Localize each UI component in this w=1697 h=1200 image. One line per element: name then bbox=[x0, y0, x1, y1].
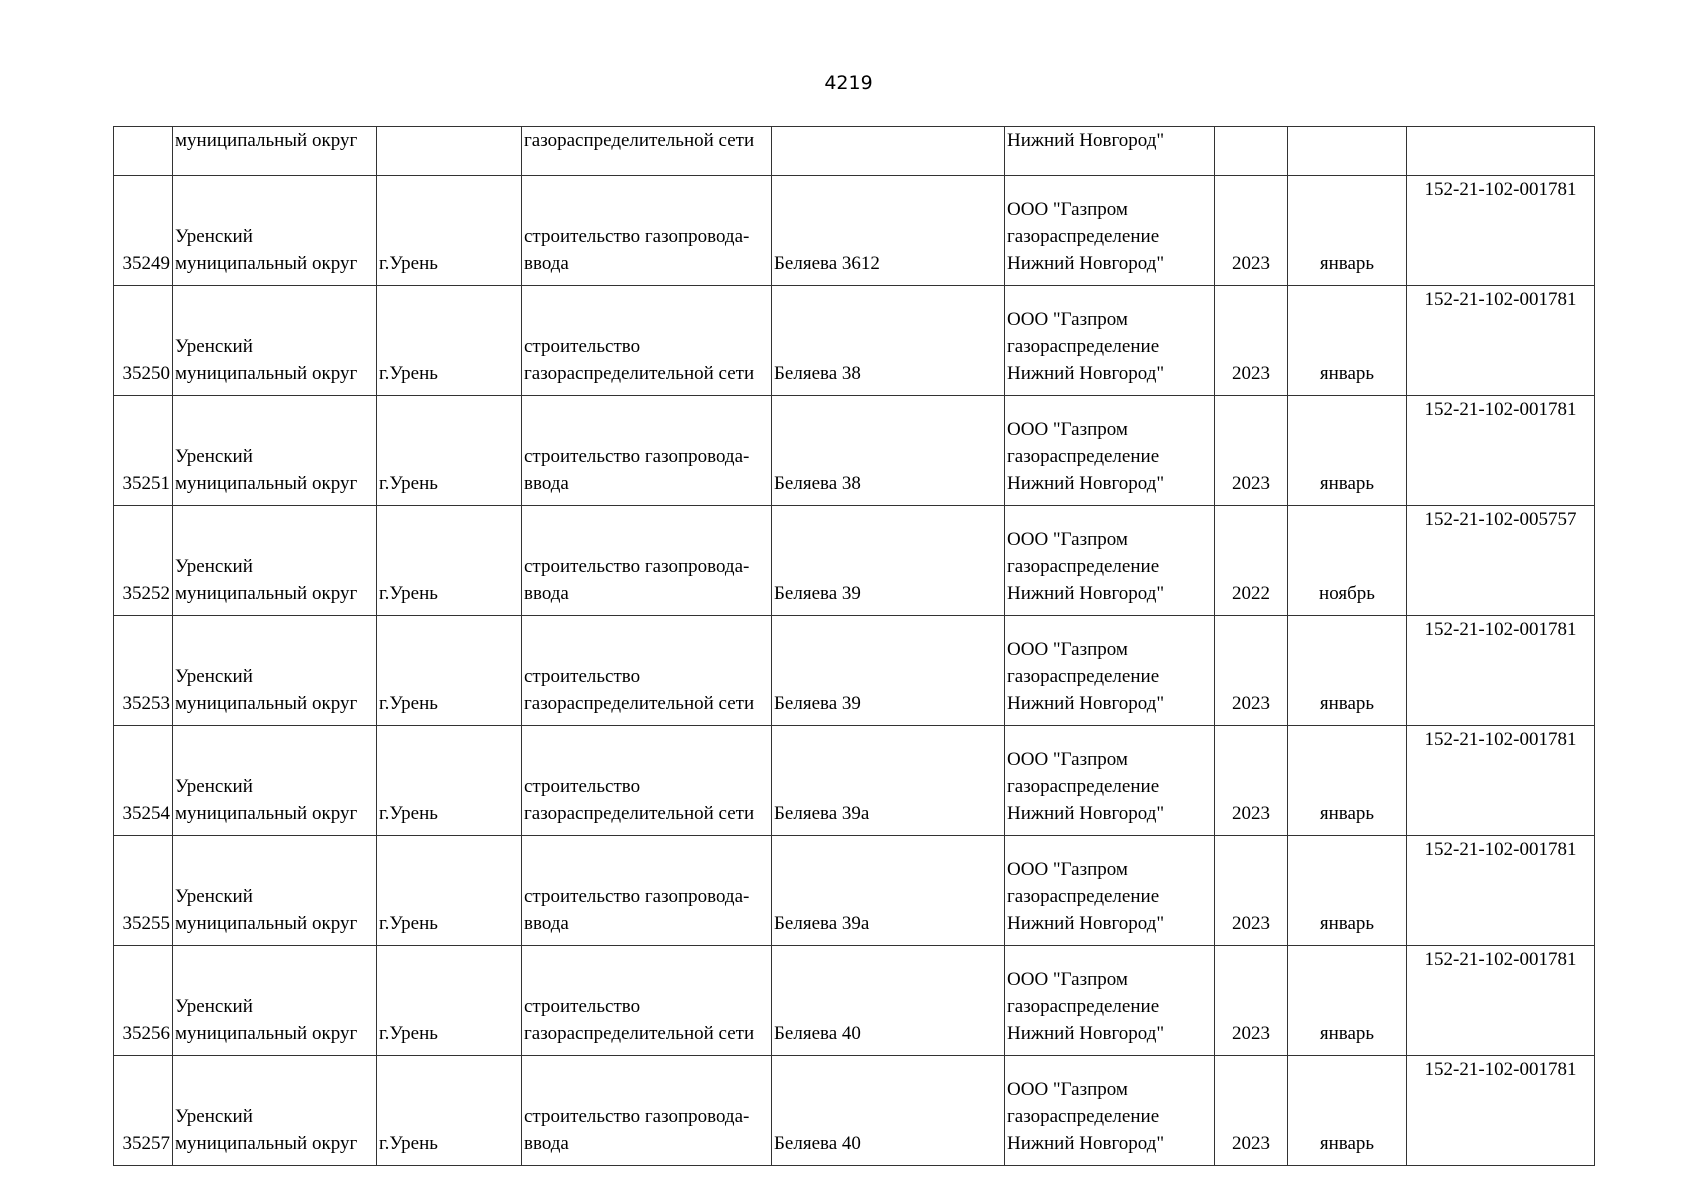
table-row bbox=[114, 836, 1595, 946]
cell-district: муниципальный округ bbox=[173, 127, 377, 176]
cell-operator-line: газораспределение bbox=[1007, 776, 1160, 797]
table-row bbox=[114, 176, 1595, 286]
table-row bbox=[114, 286, 1595, 396]
cell-operator-line: газораспределение bbox=[1007, 1106, 1160, 1127]
cell-work-type-line: газораспределительной сети bbox=[524, 363, 755, 384]
cell-operator-line: ООО "Газпром bbox=[1007, 969, 1128, 990]
cell-address: Беляева 39 bbox=[772, 616, 1005, 726]
continuation-row bbox=[114, 127, 1595, 176]
cell-operator bbox=[1005, 286, 1215, 396]
table-row bbox=[114, 396, 1595, 506]
cell-year: 2023 bbox=[1215, 726, 1288, 836]
cell-month: январь bbox=[1288, 616, 1407, 726]
cell-operator-line: ООО "Газпром bbox=[1007, 309, 1128, 330]
cell-operator-line: ООО "Газпром bbox=[1007, 199, 1128, 220]
cell-operator-line: газораспределение bbox=[1007, 996, 1160, 1017]
cell-operator bbox=[1005, 946, 1215, 1056]
cell-operator-line: Нижний Новгород" bbox=[1007, 803, 1165, 824]
cell-month: ноябрь bbox=[1288, 506, 1407, 616]
cell-district-line: муниципальный округ bbox=[175, 583, 358, 604]
cell-year: 2023 bbox=[1215, 946, 1288, 1056]
cell-district-line: муниципальный округ bbox=[175, 1023, 358, 1044]
cell-district bbox=[173, 1056, 377, 1166]
cell-city: г.Урень bbox=[377, 616, 522, 726]
cell-district bbox=[173, 946, 377, 1056]
cell-work-type-line: ввода bbox=[524, 583, 569, 604]
cell-year: 2023 bbox=[1215, 286, 1288, 396]
cell-work-type-line: строительство bbox=[524, 666, 641, 687]
cell-work-type bbox=[522, 616, 772, 726]
cell-address: Беляева 40 bbox=[772, 1056, 1005, 1166]
cell-address: Беляева 39а bbox=[772, 836, 1005, 946]
cell-operator bbox=[1005, 726, 1215, 836]
cell-num: 35252 bbox=[114, 506, 173, 616]
cell-operator-line: ООО "Газпром bbox=[1007, 529, 1128, 550]
cell-month: январь bbox=[1288, 726, 1407, 836]
cell-work-type bbox=[522, 726, 772, 836]
cell-address: Беляева 39а bbox=[772, 726, 1005, 836]
cell-code bbox=[1407, 127, 1595, 176]
cell-month: январь bbox=[1288, 1056, 1407, 1166]
page-number: 4219 bbox=[824, 72, 873, 94]
cell-city: г.Урень bbox=[377, 286, 522, 396]
table-row bbox=[114, 506, 1595, 616]
cell-address: Беляева 3612 bbox=[772, 176, 1005, 286]
cell-month: январь bbox=[1288, 836, 1407, 946]
cell-work-type-line: строительство bbox=[524, 776, 641, 797]
cell-district-line: Уренский bbox=[175, 336, 253, 357]
cell-year: 2023 bbox=[1215, 836, 1288, 946]
cell-district bbox=[173, 286, 377, 396]
cell-operator: Нижний Новгород" bbox=[1005, 127, 1215, 176]
cell-operator-line: газораспределение bbox=[1007, 666, 1160, 687]
cell-num: 35250 bbox=[114, 286, 173, 396]
table-row bbox=[114, 1056, 1595, 1166]
cell-address: Беляева 40 bbox=[772, 946, 1005, 1056]
cell-work-type-line: строительство газопровода- bbox=[524, 226, 750, 247]
cell-address: Беляева 39 bbox=[772, 506, 1005, 616]
cell-work-type-line: газораспределительной сети bbox=[524, 693, 755, 714]
cell-code: 152-21-102-001781 bbox=[1407, 1056, 1595, 1166]
cell-year: 2023 bbox=[1215, 1056, 1288, 1166]
cell-operator-line: ООО "Газпром bbox=[1007, 749, 1128, 770]
cell-code: 152-21-102-001781 bbox=[1407, 726, 1595, 836]
cell-operator-line: Нижний Новгород" bbox=[1007, 253, 1165, 274]
cell-operator-line: Нижний Новгород" bbox=[1007, 1023, 1165, 1044]
cell-city: г.Урень bbox=[377, 506, 522, 616]
cell-operator-line: ООО "Газпром bbox=[1007, 1079, 1128, 1100]
cell-district bbox=[173, 396, 377, 506]
cell-operator-line: газораспределение bbox=[1007, 226, 1160, 247]
cell-operator bbox=[1005, 176, 1215, 286]
cell-address: Беляева 38 bbox=[772, 396, 1005, 506]
cell-district-line: Уренский bbox=[175, 996, 253, 1017]
cell-work-type-line: строительство bbox=[524, 996, 641, 1017]
cell-num: 35256 bbox=[114, 946, 173, 1056]
cell-district bbox=[173, 506, 377, 616]
cell-work-type-line: строительство bbox=[524, 336, 641, 357]
cell-num: 35255 bbox=[114, 836, 173, 946]
cell-operator bbox=[1005, 616, 1215, 726]
cell-operator-line: Нижний Новгород" bbox=[1007, 693, 1165, 714]
cell-district-line: Уренский bbox=[175, 226, 253, 247]
cell-work-type-line: ввода bbox=[524, 253, 569, 274]
cell-district bbox=[173, 836, 377, 946]
cell-work-type-line: газораспределительной сети bbox=[524, 803, 755, 824]
cell-year: 2023 bbox=[1215, 396, 1288, 506]
cell-work-type bbox=[522, 946, 772, 1056]
cell-operator bbox=[1005, 396, 1215, 506]
cell-district-line: Уренский bbox=[175, 886, 253, 907]
cell-work-type bbox=[522, 836, 772, 946]
cell-operator-line: газораспределение bbox=[1007, 556, 1160, 577]
cell-work-type-line: ввода bbox=[524, 473, 569, 494]
cell-code: 152-21-102-001781 bbox=[1407, 176, 1595, 286]
cell-year: 2023 bbox=[1215, 616, 1288, 726]
cell-month: январь bbox=[1288, 946, 1407, 1056]
cell-operator-line: Нижний Новгород" bbox=[1007, 583, 1165, 604]
table-row bbox=[114, 616, 1595, 726]
cell-work-type bbox=[522, 176, 772, 286]
cell-code: 152-21-102-001781 bbox=[1407, 396, 1595, 506]
cell-work-type bbox=[522, 506, 772, 616]
registry-table bbox=[113, 126, 1595, 1166]
cell-work-type bbox=[522, 1056, 772, 1166]
cell-work-type bbox=[522, 396, 772, 506]
cell-district-line: Уренский bbox=[175, 1106, 253, 1127]
cell-district bbox=[173, 176, 377, 286]
cell-operator-line: ООО "Газпром bbox=[1007, 419, 1128, 440]
cell-district-line: муниципальный округ bbox=[175, 473, 358, 494]
cell-num: 35253 bbox=[114, 616, 173, 726]
cell-operator-line: ООО "Газпром bbox=[1007, 639, 1128, 660]
cell-district-line: муниципальный округ bbox=[175, 363, 358, 384]
cell-year: 2022 bbox=[1215, 506, 1288, 616]
cell-work-type-line: строительство газопровода- bbox=[524, 1106, 750, 1127]
cell-operator-line: Нижний Новгород" bbox=[1007, 363, 1165, 384]
cell-operator-line: газораспределение bbox=[1007, 336, 1160, 357]
cell-operator-line: газораспределение bbox=[1007, 446, 1160, 467]
cell-district-line: муниципальный округ bbox=[175, 1133, 358, 1154]
cell-city: г.Урень bbox=[377, 836, 522, 946]
cell-work-type-line: газораспределительной сети bbox=[524, 1023, 755, 1044]
cell-district bbox=[173, 726, 377, 836]
cell-num: 35249 bbox=[114, 176, 173, 286]
cell-operator-line: ООО "Газпром bbox=[1007, 859, 1128, 880]
cell-work-type-line: строительство газопровода- bbox=[524, 886, 750, 907]
cell-month: январь bbox=[1288, 176, 1407, 286]
cell-code: 152-21-102-001781 bbox=[1407, 616, 1595, 726]
cell-month bbox=[1288, 127, 1407, 176]
cell-operator bbox=[1005, 1056, 1215, 1166]
cell-address bbox=[772, 127, 1005, 176]
cell-district-line: муниципальный округ bbox=[175, 913, 358, 934]
cell-month: январь bbox=[1288, 286, 1407, 396]
cell-district-line: Уренский bbox=[175, 776, 253, 797]
cell-city: г.Урень bbox=[377, 726, 522, 836]
cell-year bbox=[1215, 127, 1288, 176]
cell-operator-line: Нижний Новгород" bbox=[1007, 473, 1165, 494]
cell-operator-line: газораспределение bbox=[1007, 886, 1160, 907]
cell-month: январь bbox=[1288, 396, 1407, 506]
cell-work-type-line: строительство газопровода- bbox=[524, 556, 750, 577]
cell-num: 35251 bbox=[114, 396, 173, 506]
cell-city: г.Урень bbox=[377, 946, 522, 1056]
cell-district bbox=[173, 616, 377, 726]
cell-operator-line: Нижний Новгород" bbox=[1007, 1133, 1165, 1154]
cell-code: 152-21-102-001781 bbox=[1407, 836, 1595, 946]
cell-code: 152-21-102-001781 bbox=[1407, 286, 1595, 396]
cell-code: 152-21-102-001781 bbox=[1407, 946, 1595, 1056]
cell-num bbox=[114, 127, 173, 176]
cell-work-type-line: ввода bbox=[524, 1133, 569, 1154]
cell-work-type bbox=[522, 286, 772, 396]
table-row bbox=[114, 726, 1595, 836]
cell-city bbox=[377, 127, 522, 176]
cell-operator bbox=[1005, 506, 1215, 616]
cell-work-type: газораспределительной сети bbox=[522, 127, 772, 176]
cell-work-type-line: ввода bbox=[524, 913, 569, 934]
cell-district-line: муниципальный округ bbox=[175, 803, 358, 824]
table-row bbox=[114, 946, 1595, 1056]
cell-num: 35254 bbox=[114, 726, 173, 836]
cell-work-type-line: строительство газопровода- bbox=[524, 446, 750, 467]
cell-city: г.Урень bbox=[377, 1056, 522, 1166]
cell-address: Беляева 38 bbox=[772, 286, 1005, 396]
cell-city: г.Урень bbox=[377, 176, 522, 286]
cell-code: 152-21-102-005757 bbox=[1407, 506, 1595, 616]
cell-city: г.Урень bbox=[377, 396, 522, 506]
cell-district-line: муниципальный округ bbox=[175, 253, 358, 274]
cell-district-line: Уренский bbox=[175, 666, 253, 687]
cell-district-line: Уренский bbox=[175, 446, 253, 467]
cell-district-line: муниципальный округ bbox=[175, 693, 358, 714]
cell-operator bbox=[1005, 836, 1215, 946]
cell-num: 35257 bbox=[114, 1056, 173, 1166]
cell-operator-line: Нижний Новгород" bbox=[1007, 913, 1165, 934]
cell-year: 2023 bbox=[1215, 176, 1288, 286]
cell-district-line: Уренский bbox=[175, 556, 253, 577]
